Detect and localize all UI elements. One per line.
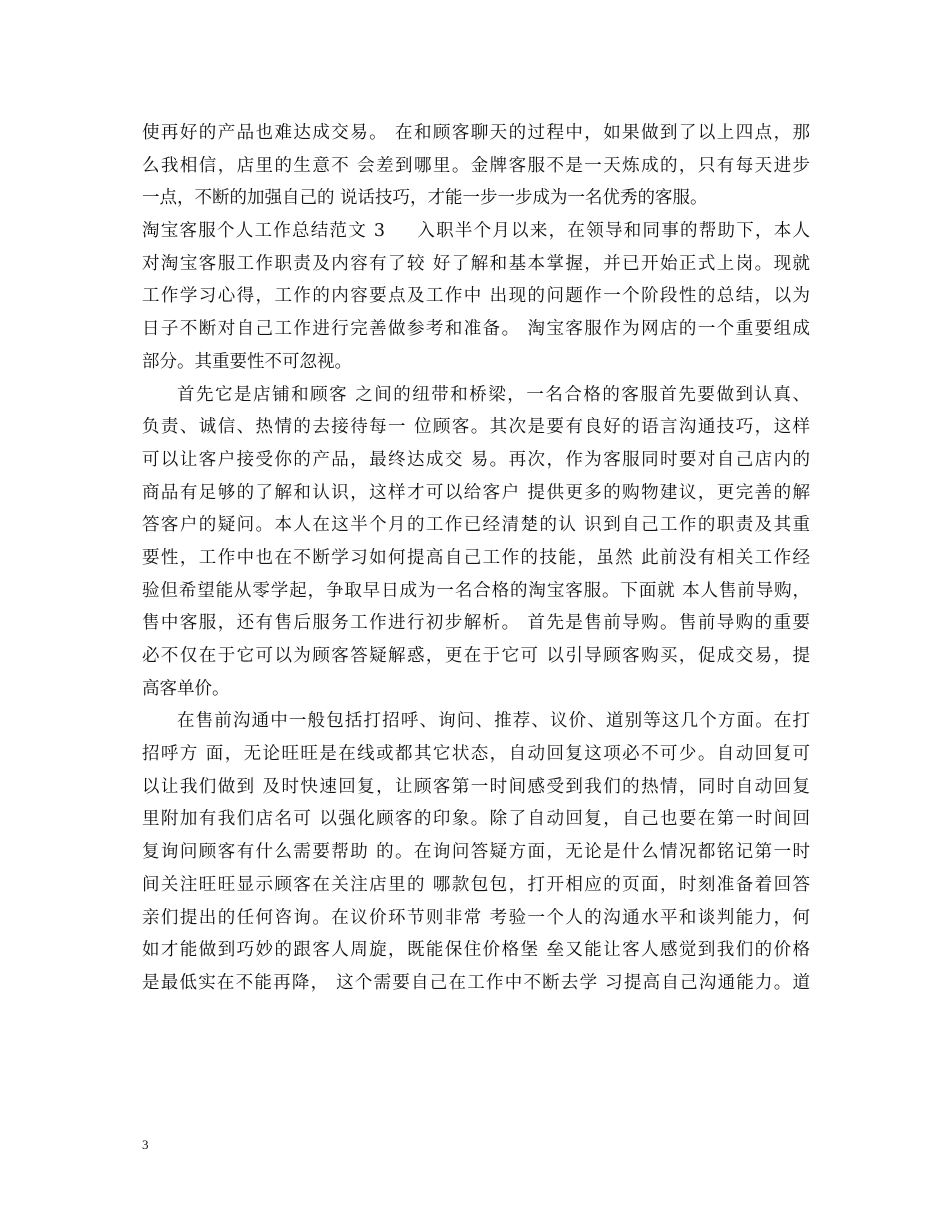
text-line: 间关注旺旺显示顾客在关注店里的 哪款包包，打开相应的页面，时刻准备着回答 xyxy=(142,874,810,895)
section-heading-line: 淘宝客服个人工作总结范文 3 入职半个月以来，在领导和同事的帮助下，本人 xyxy=(142,221,810,242)
text-line: 复询问顾客有什么需要帮助 的。在询问答疑方面，无论是什么情况都铭记第一时 xyxy=(142,842,810,863)
text-line: 是最低实在不能再降， 这个需要自己在工作中不断去学 习提高自己沟通能力。道 xyxy=(142,972,810,993)
text-line: 必不仅在于它可以为顾客答疑解惑，更在于它可 以引导顾客购买，促成交易，提 xyxy=(142,646,810,666)
text-line: 答客户的疑问。本人在这半个月的工作已经清楚的认 识到自己工作的职责及其重 xyxy=(142,515,810,536)
text-line: 商品有足够的了解和认识，这样才可以给客户 提供更多的购物建议，更完善的解 xyxy=(142,482,810,503)
text-line: 工作学习心得，工作的内容要点及工作中 出现的问题作一个阶段性的总结，以为 xyxy=(142,286,810,307)
text-line: 高客单价。 xyxy=(142,678,230,699)
text-line: 负责、诚信、热情的去接待每一 位顾客。其次是要有良好的语言沟通技巧，这样 xyxy=(142,417,810,438)
text-line: 里附加有我们店名可 以强化顾客的印象。除了自动回复，自己也要在第一时间回 xyxy=(142,809,810,830)
text-line: 售中客服，还有售后服务工作进行初步解析。 首先是售前导购。售前导购的重要 xyxy=(142,613,810,634)
text-line: 如才能做到巧妙的跟客人周旋，既能保住价格堡 垒又能让客人感觉到我们的价格 xyxy=(142,940,810,961)
text-line: 可以让客户接受你的产品，最终达成交 易。再次，作为客服同时要对自己店内的 xyxy=(142,449,810,470)
paragraph-first-line: 在售前沟通中一般包括打招呼、询问、推荐、议价、道别等这几个方面。在打 xyxy=(177,711,810,732)
paragraph-first-line: 首先它是店铺和顾客 之间的纽带和桥梁，一名合格的客服首先要做到认真、 xyxy=(177,384,810,405)
text-line: 要性，工作中也在不断学习如何提高自己工作的技能，虽然 此前没有相关工作经 xyxy=(142,547,810,568)
text-line: 以让我们做到 及时快速回复，让顾客第一时间感受到我们的热情，同时自动回复 xyxy=(142,776,810,797)
text-line: 部分。其重要性不可忽视。 xyxy=(142,351,352,372)
text-line: 使再好的产品也难达成交易。 在和顾客聊天的过程中，如果做到了以上四点，那 xyxy=(142,123,810,143)
text-line: 日子不断对自己工作进行完善做参考和准备。 淘宝客服作为网店的一个重要组成 xyxy=(142,319,810,340)
text-line: 对淘宝客服工作职责及内容有了较 好了解和基本掌握，并已开始正式上岗。现就 xyxy=(142,253,810,274)
text-line: 招呼方 面，无论旺旺是在线或都其它状态，自动回复这项必不可少。自动回复可 xyxy=(142,744,810,765)
text-line: 么我相信，店里的生意不 会差到哪里。金牌客服不是一天炼成的，只有每天进步 xyxy=(142,155,810,176)
text-line: 亲们提出的任何咨询。在议价环节则非常 考验一个人的沟通水平和谈判能力，何 xyxy=(142,907,810,928)
text-line: 验但希望能从零学起，争取早日成为一名合格的淘宝客服。下面就 本人售前导购， xyxy=(142,580,810,601)
body-text xyxy=(142,117,810,1000)
text-line: 一点，不断的加强自己的 说话技巧，才能一步一步成为一名优秀的客服。 xyxy=(142,188,708,209)
page-number: 3 xyxy=(142,1137,149,1152)
